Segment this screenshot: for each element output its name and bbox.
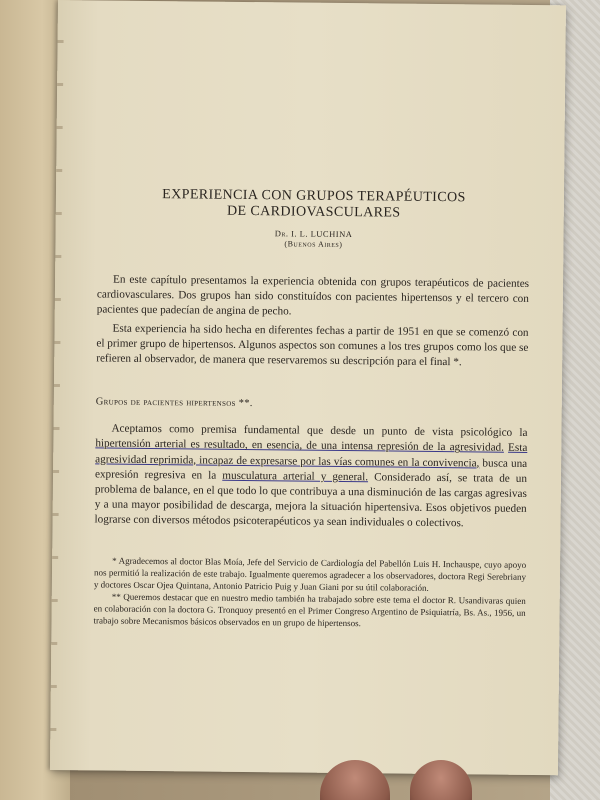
article-title	[98, 186, 530, 223]
title-line-2: DE CARDIOVASCULARES	[226, 203, 401, 221]
pen-underline-1: hipertensión arterial es resultado, en esencia, de una intensa represión de la agresividad.	[95, 437, 505, 455]
page-content	[93, 186, 530, 630]
intro-paragraph-1: En este capítulo presentamos la experiencia obtenida con grupos terapéuticos de pacientes cardiovasculares. Dos grupos han sido constituídos con pacientes hipertensos y el tercero con pacientes que padecían de angina de pecho.	[96, 273, 530, 318]
document-page	[50, 0, 566, 775]
section-text-part-4: Considerado así, se trata de un problema de balance, en el que todo lo que contribuya a una disminución de las cargas agresivas y a una mayor posibilidad de descarga, mejora la situación hipertensiva. Esos objetivos pueden lograrse con diversos métodos psicoterapéuticos ya sean individuales o colectivos.	[94, 471, 528, 530]
pen-underline-3: musculatura arterial y general.	[222, 469, 369, 484]
footnote-1: * Agradecemos al doctor Blas Moía, Jefe del Servicio de Cardiología del Pabellón Luis H. Inchauspe, cuyo apoyo nos permitió la realización de este trabajo. Igualmente queremos agradecer a los observadores, doctora Regi Serebriany y doctores Oscar Ojea Quintana, Antonio Patricio Puig y Juan Giani por su útil colaboración.	[93, 555, 527, 593]
author-name: Dr. I. L. LUCHINA	[274, 228, 353, 240]
author-location: (Buenos Aires)	[284, 239, 343, 249]
section-text-part-3: busca una expresión regresiva en la	[94, 457, 528, 482]
section-text-part-1: Aceptamos como premisa fundamental que desde un punto de vista psicológico la	[111, 422, 528, 440]
footnotes	[93, 554, 526, 631]
section-heading: Grupos de pacientes hipertensos **.	[95, 396, 253, 410]
title-line-1: EXPERIENCIA CON GRUPOS TERAPÉUTICOS	[162, 187, 466, 206]
footnote-2: ** Queremos destacar que en nuestro medio también ha trabajado sobre este tema el doctor R. Usandivaras quien en colaboración con la doctora G. Tronquoy presentó en el Primer Congreso Argentino de Psiquiatría, Bs. As., 1956, un trabajo sobre Mecanismos básicos observados en un grupo de hipertensos.	[93, 591, 526, 628]
pen-underline-2: Esta agresividad reprimida, incapaz de expresarse por las vías comunes en la convivencia,	[95, 442, 528, 470]
section-paragraph	[94, 422, 527, 533]
intro-paragraph-2: Esta experiencia ha sido hecha en diferentes fechas a partir de 1951 en que se comenzó con el primer grupo de hipertensos. Algunos aspectos son comunes a los tres grupos como los que se refieren al observador, de manera que reservaremos su descripción para el final *.	[96, 322, 529, 369]
